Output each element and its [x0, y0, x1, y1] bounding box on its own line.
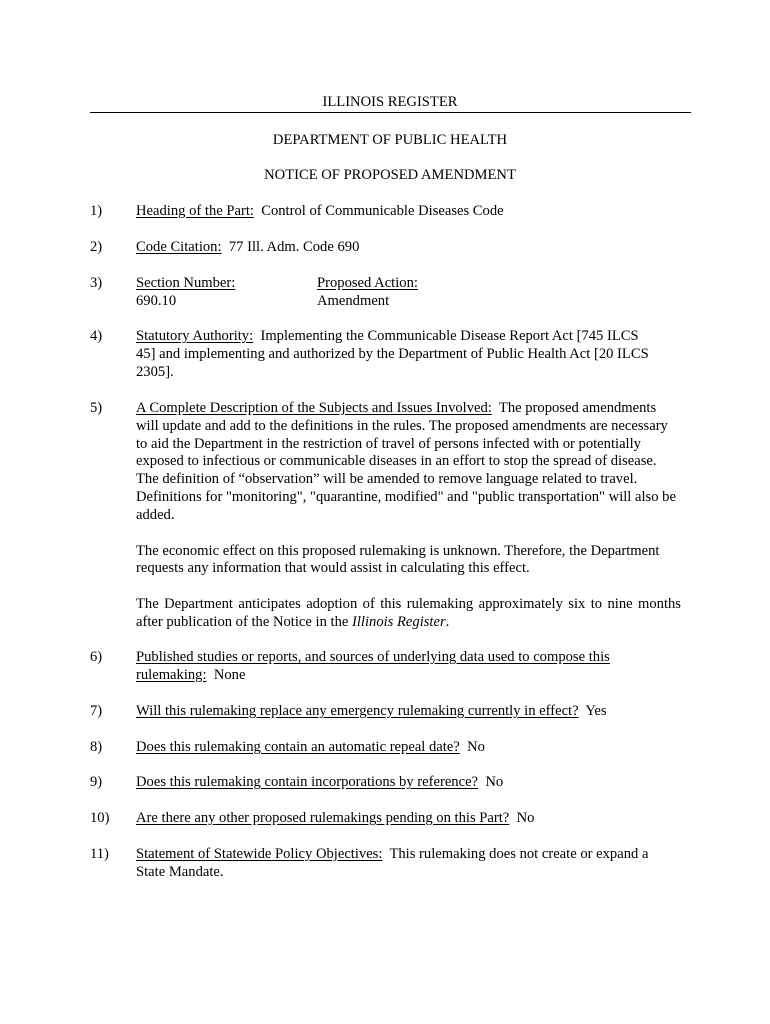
adoption-paragraph — [136, 596, 681, 632]
item-value: Yes — [585, 703, 607, 719]
proposed-action-label: Proposed Action: — [317, 275, 418, 291]
item-3 — [90, 275, 690, 311]
item-number: 4) — [90, 328, 103, 344]
header-rule — [90, 112, 691, 113]
item-number: 7) — [90, 703, 103, 719]
proposed-action-value: Amendment — [317, 292, 390, 309]
item-label: Published studies or reports, and sources of underlying data used to compose this rulemaking: — [136, 649, 610, 683]
item-number: 6) — [90, 649, 103, 665]
register-title: ILLINOIS REGISTER — [322, 94, 458, 110]
item-value: 77 Ill. Adm. Code 690 — [228, 239, 360, 255]
item-label: Statement of Statewide Policy Objectives: — [136, 846, 383, 862]
department-title: DEPARTMENT OF PUBLIC HEALTH — [272, 132, 508, 148]
adoption-text-end: . — [445, 613, 450, 630]
adoption-text: The Department anticipates adoption of this rulemaking approximately six to nine months after publication of the Notice in the — [136, 596, 681, 630]
item-value: The proposed amendments will update and add to the definitions in the rules. The proposed amendments are necessary to aid the Department in the restriction of travel of persons infected with or potentially exposed to infectious or communicable diseases in an effort to stop the spread of disease. The definition of “observation” will be amended to remove language related to travel. Definitions for "monitoring", "quarantine, modified" and "public transportation" will also be added. — [136, 400, 676, 523]
publication-name: Illinois Register — [352, 613, 446, 630]
item-label: Will this rulemaking replace any emergency rulemaking currently in effect? — [136, 703, 579, 719]
notice-title: NOTICE OF PROPOSED AMENDMENT — [264, 167, 516, 183]
item-number: 10) — [90, 810, 110, 826]
item-number: 3) — [90, 275, 103, 291]
item-value: No — [467, 739, 485, 755]
item-label: Code Citation: — [136, 239, 222, 255]
section-number-value: 690.10 — [136, 292, 177, 309]
item-value: No — [516, 810, 535, 826]
item-label: Does this rulemaking contain incorporations by reference? — [136, 774, 479, 790]
item-value: No — [485, 774, 504, 790]
item-value: Implementing the Communicable Disease Report Act [745 ILCS 45] and implementing and authorized by the Department of Public Health Act [20 ILCS 2305]. — [136, 328, 649, 380]
item-label: Does this rulemaking contain an automatic repeal date? — [136, 739, 460, 755]
item-number: 9) — [90, 774, 103, 790]
item-value: This rulemaking does not create or expand a State Mandate. — [136, 846, 649, 880]
item-number: 2) — [90, 239, 103, 255]
item-label: A Complete Description of the Subjects and Issues Involved: — [136, 400, 492, 416]
item-label: Are there any other proposed rulemakings pending on this Part? — [136, 810, 510, 826]
item-number: 1) — [90, 203, 103, 219]
economic-effect-paragraph: The economic effect on this proposed rulemaking is unknown. Therefore, the Department requests any information that would assist in calculating this effect. — [136, 542, 660, 577]
item-number: 5) — [90, 400, 103, 416]
item-number: 8) — [90, 739, 103, 755]
section-number-label: Section Number: — [136, 275, 236, 291]
item-label: Statutory Authority: — [136, 328, 254, 344]
item-value: None — [213, 666, 246, 683]
item-label: Heading of the Part: — [136, 203, 254, 219]
item-number: 11) — [90, 846, 109, 862]
item-value: Control of Communicable Diseases Code — [261, 203, 504, 219]
